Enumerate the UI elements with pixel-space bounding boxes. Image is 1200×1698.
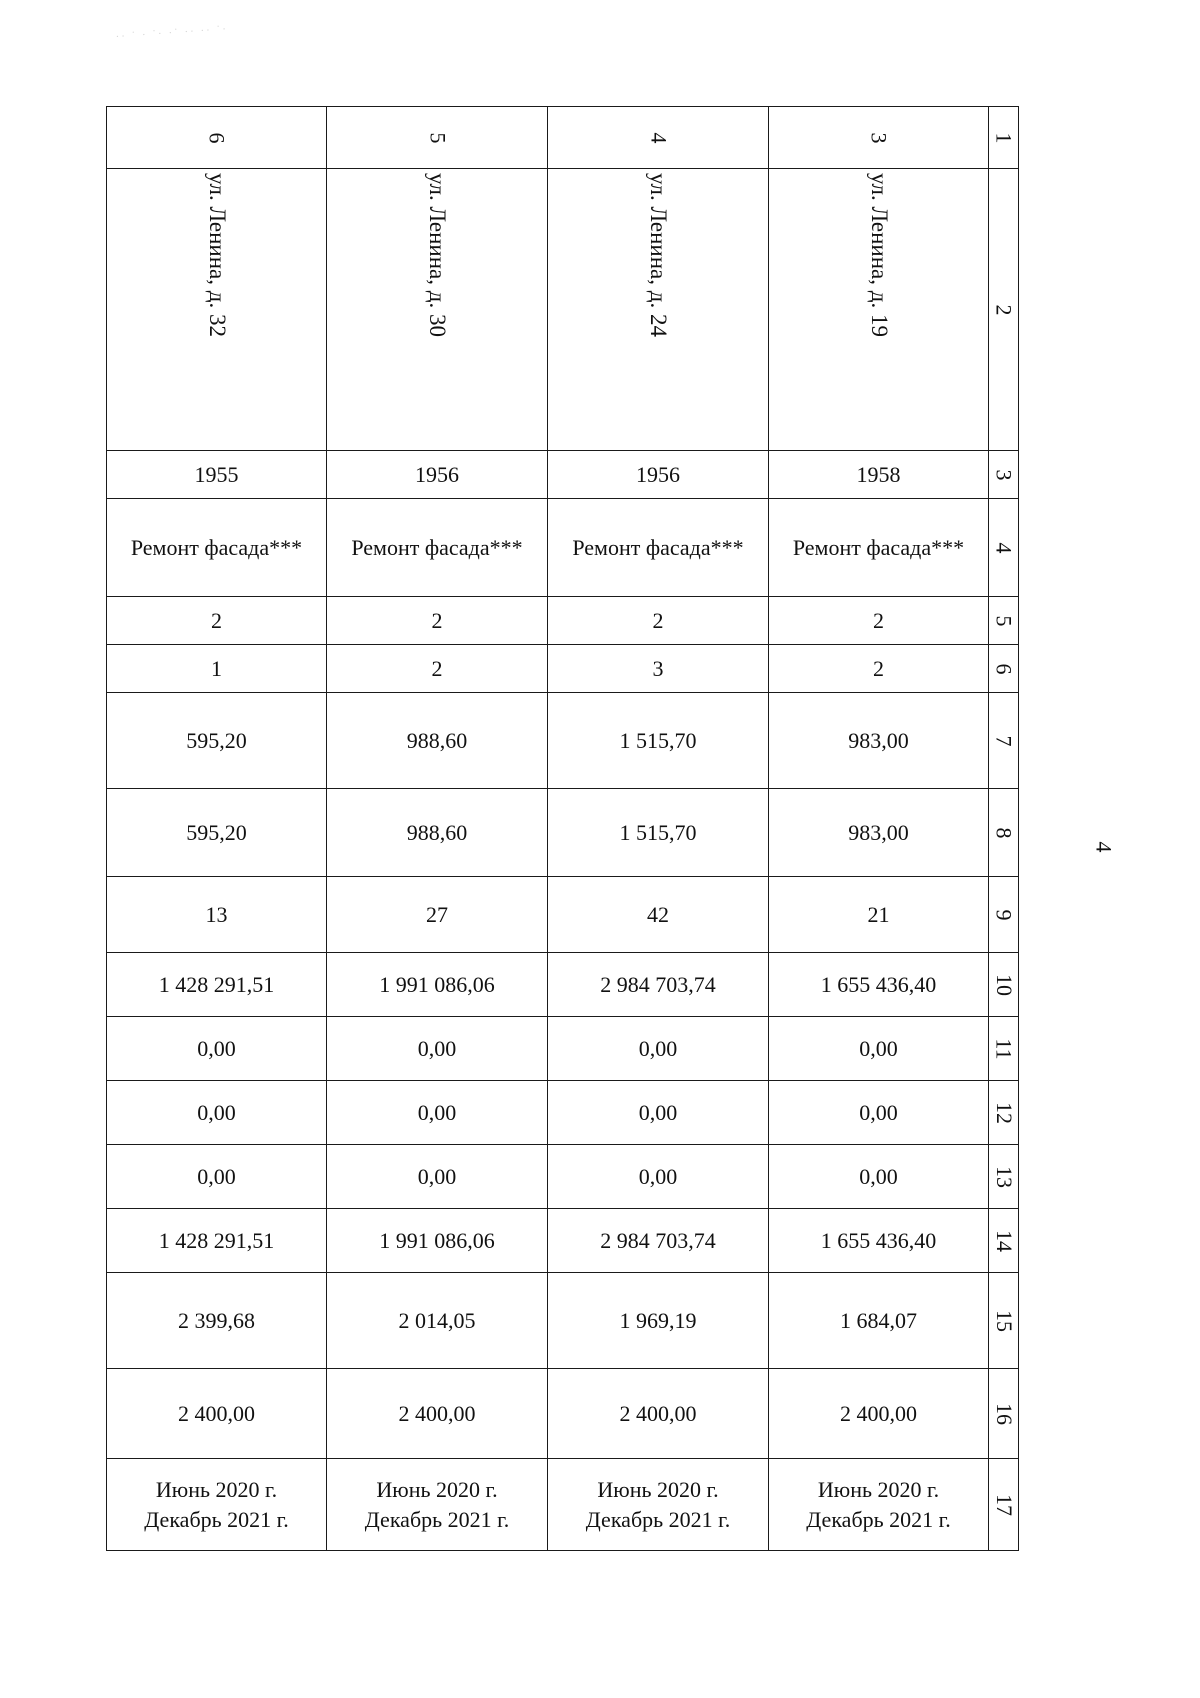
table-row-col4 <box>107 499 1019 597</box>
schedule-cell <box>327 1459 548 1551</box>
value-cell: 983,00 <box>769 789 989 877</box>
value-cell: 1 428 291,51 <box>107 1209 327 1273</box>
table-row-col17 <box>107 1459 1019 1551</box>
table-row-col13 <box>107 1145 1019 1209</box>
address-cell: ул. Ленина, д. 24 <box>548 169 769 451</box>
column-number: 2 <box>989 169 1019 451</box>
value-cell: 0,00 <box>548 1017 769 1081</box>
value-cell: 1 991 086,06 <box>327 1209 548 1273</box>
schedule-start: Июнь 2020 г. <box>155 1476 278 1502</box>
table-row-col3 <box>107 451 1019 499</box>
schedule-start: Июнь 2020 г. <box>376 1476 498 1502</box>
record-number: 5 <box>327 107 548 169</box>
value-cell: 988,60 <box>327 693 548 789</box>
address-cell: ул. Ленина, д. 30 <box>327 169 548 451</box>
value-cell: 2 984 703,74 <box>548 953 769 1017</box>
year-cell: 1955 <box>107 451 327 499</box>
value-cell: 1 428 291,51 <box>107 953 327 1017</box>
capital-repair-table <box>106 106 1019 1551</box>
value-cell: 13 <box>107 877 327 953</box>
column-number: 3 <box>989 451 1019 499</box>
value-cell: 1 969,19 <box>548 1273 769 1369</box>
column-number: 9 <box>989 877 1019 953</box>
table-row-col8 <box>107 789 1019 877</box>
value-cell: 2 400,00 <box>327 1369 548 1459</box>
column-number: 6 <box>989 645 1019 693</box>
table-row-col12 <box>107 1081 1019 1145</box>
table-row-col5 <box>107 597 1019 645</box>
record-number: 4 <box>548 107 769 169</box>
table-row-col9 <box>107 877 1019 953</box>
value-cell: 2 400,00 <box>769 1369 989 1459</box>
value-cell: 0,00 <box>548 1145 769 1209</box>
value-cell: 983,00 <box>769 693 989 789</box>
value-cell: 2 <box>327 597 548 645</box>
value-cell: 2 <box>327 645 548 693</box>
schedule-end: Декабрь 2021 г. <box>806 1506 951 1532</box>
address-cell: ул. Ленина, д. 32 <box>107 169 327 451</box>
value-cell: 988,60 <box>327 789 548 877</box>
value-cell: 1 684,07 <box>769 1273 989 1369</box>
scan-artifact: ·· ˙ · ˙· ·˙ ·· ·· ˙· <box>115 23 229 44</box>
value-cell: 0,00 <box>769 1081 989 1145</box>
value-cell: 0,00 <box>769 1017 989 1081</box>
value-cell: 2 984 703,74 <box>548 1209 769 1273</box>
column-number: 8 <box>989 789 1019 877</box>
schedule-end: Декабрь 2021 г. <box>144 1506 289 1532</box>
column-number: 15 <box>989 1273 1019 1369</box>
value-cell: 1 991 086,06 <box>327 953 548 1017</box>
schedule-end: Декабрь 2021 г. <box>364 1506 510 1532</box>
value-cell: 3 <box>548 645 769 693</box>
value-cell: 2 400,00 <box>107 1369 327 1459</box>
column-number: 4 <box>989 499 1019 597</box>
value-cell: 2 <box>107 597 327 645</box>
column-number: 17 <box>989 1459 1019 1551</box>
value-cell: 21 <box>769 877 989 953</box>
schedule-end: Декабрь 2021 г. <box>585 1506 731 1532</box>
table-row-col6 <box>107 645 1019 693</box>
work-type-cell: Ремонт фасада*** <box>769 499 989 597</box>
work-type-cell: Ремонт фасада*** <box>107 499 327 597</box>
column-number: 1 <box>989 107 1019 169</box>
value-cell: 0,00 <box>107 1145 327 1209</box>
address-cell: ул. Ленина, д. 19 <box>769 169 989 451</box>
table-row-col2 <box>107 169 1019 451</box>
column-number: 16 <box>989 1369 1019 1459</box>
table-row-col14 <box>107 1209 1019 1273</box>
table-row-col15 <box>107 1273 1019 1369</box>
value-cell: 595,20 <box>107 789 327 877</box>
column-number: 5 <box>989 597 1019 645</box>
column-number: 13 <box>989 1145 1019 1209</box>
value-cell: 27 <box>327 877 548 953</box>
schedule-cell <box>548 1459 769 1551</box>
work-type-cell: Ремонт фасада*** <box>327 499 548 597</box>
value-cell: 1 <box>107 645 327 693</box>
work-type-cell: Ремонт фасада*** <box>548 499 769 597</box>
value-cell: 0,00 <box>327 1017 548 1081</box>
value-cell: 2 014,05 <box>327 1273 548 1369</box>
schedule-start: Июнь 2020 г. <box>817 1476 940 1502</box>
value-cell: 0,00 <box>107 1017 327 1081</box>
value-cell: 1 515,70 <box>548 693 769 789</box>
column-number: 12 <box>989 1081 1019 1145</box>
page-number: 4 <box>1091 841 1117 853</box>
year-cell: 1956 <box>548 451 769 499</box>
table-row-col11 <box>107 1017 1019 1081</box>
schedule-cell <box>769 1459 989 1551</box>
record-number: 6 <box>107 107 327 169</box>
column-number: 14 <box>989 1209 1019 1273</box>
value-cell: 2 <box>769 645 989 693</box>
record-number: 3 <box>769 107 989 169</box>
value-cell: 2 400,00 <box>548 1369 769 1459</box>
value-cell: 0,00 <box>327 1145 548 1209</box>
value-cell: 0,00 <box>548 1081 769 1145</box>
column-number: 10 <box>989 953 1019 1017</box>
year-cell: 1958 <box>769 451 989 499</box>
value-cell: 2 <box>548 597 769 645</box>
value-cell: 1 655 436,40 <box>769 1209 989 1273</box>
table-row-col10 <box>107 953 1019 1017</box>
value-cell: 1 515,70 <box>548 789 769 877</box>
column-number: 11 <box>989 1017 1019 1081</box>
value-cell: 595,20 <box>107 693 327 789</box>
value-cell: 2 <box>769 597 989 645</box>
schedule-cell <box>107 1459 327 1551</box>
column-number: 7 <box>989 693 1019 789</box>
schedule-start: Июнь 2020 г. <box>597 1476 719 1502</box>
table-row-col1 <box>107 107 1019 169</box>
value-cell: 0,00 <box>769 1145 989 1209</box>
value-cell: 0,00 <box>327 1081 548 1145</box>
year-cell: 1956 <box>327 451 548 499</box>
value-cell: 1 655 436,40 <box>769 953 989 1017</box>
value-cell: 2 399,68 <box>107 1273 327 1369</box>
value-cell: 0,00 <box>107 1081 327 1145</box>
table-row-col16 <box>107 1369 1019 1459</box>
table-row-col7 <box>107 693 1019 789</box>
value-cell: 42 <box>548 877 769 953</box>
